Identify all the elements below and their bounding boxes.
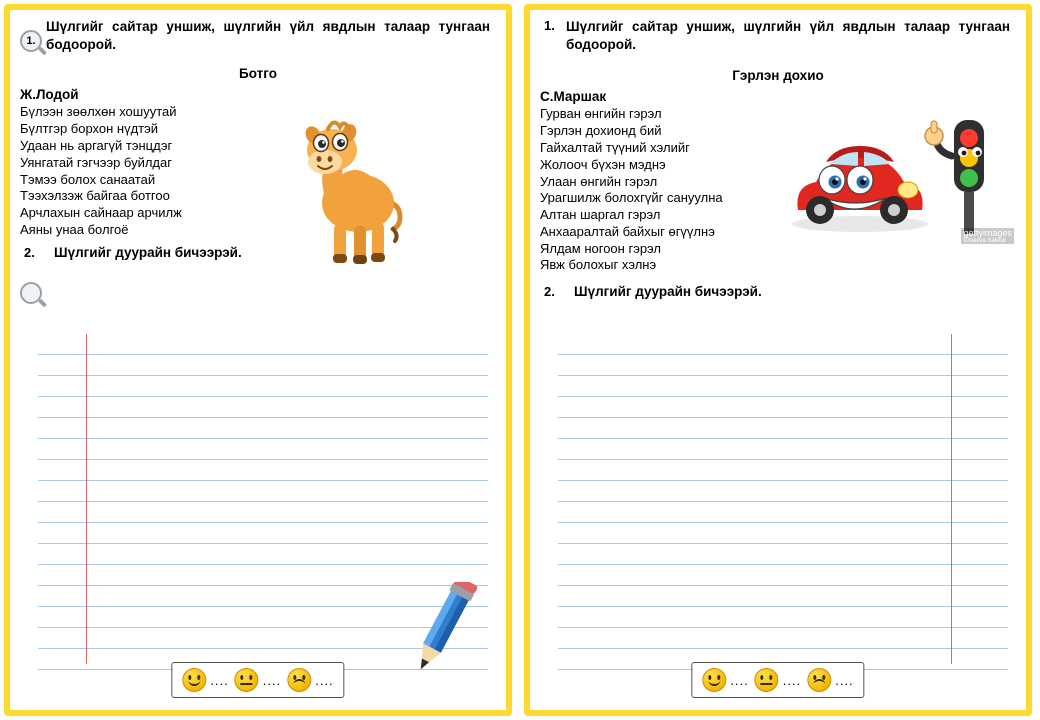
- writing-line[interactable]: [558, 481, 1008, 502]
- writing-line[interactable]: [558, 565, 1008, 586]
- right-task-2-number: 2.: [544, 284, 555, 300]
- car-and-traffic-light-illustration: [786, 106, 1016, 256]
- rating-dots-neutral: ....: [262, 672, 282, 688]
- writing-line[interactable]: [558, 355, 1008, 376]
- poem-line: Гэрлэн дохионд бий: [540, 123, 662, 139]
- writing-line[interactable]: [558, 376, 1008, 397]
- right-task-1-number: 1.: [544, 18, 555, 33]
- right-task-2: [530, 278, 1026, 299]
- right-task-1-text: Шүлгийг сайтар уншиж, шүлгийн үйл явдлын талаар тунгаан бодоорой.: [566, 19, 1010, 53]
- writing-line[interactable]: [38, 460, 488, 481]
- poem-line: Гурван өнгийн гэрэл: [540, 106, 662, 122]
- left-task-2-text: Шүлгийг дуурайн бичээрэй.: [54, 244, 242, 260]
- left-poem-lines: [10, 104, 506, 238]
- neutral-face-icon[interactable]: [755, 668, 779, 692]
- poem-line: Явж болохыг хэлнэ: [540, 257, 657, 273]
- right-poem-author: С.Маршак: [540, 89, 607, 105]
- poem-line: Бүлээн зөөлхөн хошуутай: [20, 104, 177, 120]
- pencil-illustration: [394, 582, 484, 692]
- writing-line[interactable]: [38, 523, 488, 544]
- poem-line: Анхааралтай байхыг өгүүлнэ: [540, 223, 715, 239]
- magnifier-icon-task2-left: [20, 282, 48, 310]
- rating-dots-happy: ....: [210, 672, 229, 688]
- writing-line[interactable]: [558, 586, 1008, 607]
- writing-line[interactable]: [558, 628, 1008, 649]
- writing-line[interactable]: [38, 376, 488, 397]
- left-rating-box[interactable]: [171, 662, 344, 698]
- happy-face-icon[interactable]: [182, 668, 206, 692]
- right-task-1: [530, 10, 1026, 54]
- writing-line[interactable]: [558, 544, 1008, 565]
- writing-line[interactable]: [38, 334, 488, 355]
- magnifier-icon-task1-left: [20, 30, 48, 58]
- left-worksheet: [4, 4, 512, 716]
- poem-line: Тээхэлзэж байгаа ботгоо: [20, 188, 170, 204]
- poem-line: Жолооч бүхэн мэднэ: [540, 156, 666, 172]
- writing-line[interactable]: [38, 544, 488, 565]
- writing-line[interactable]: [38, 439, 488, 460]
- poem-line: Удаан нь аргагүй тэнцдэг: [20, 137, 173, 153]
- writing-line[interactable]: [558, 502, 1008, 523]
- camel-calf-illustration: [280, 106, 420, 276]
- poem-line: Гайхалтай түүний хэлийг: [540, 139, 690, 155]
- rating-item-happy[interactable]: [702, 668, 748, 692]
- writing-line[interactable]: [38, 397, 488, 418]
- writing-line[interactable]: [38, 355, 488, 376]
- writing-line[interactable]: [558, 397, 1008, 418]
- right-writing-area[interactable]: [558, 334, 1008, 664]
- left-task-2-number: 2.: [24, 244, 35, 260]
- rating-dots-sad: ....: [835, 672, 854, 688]
- left-margin-rule: [86, 334, 87, 664]
- writing-line[interactable]: [38, 418, 488, 439]
- rating-dots-neutral: ....: [782, 672, 802, 688]
- poem-line: Улаан өнгийн гэрэл: [540, 173, 658, 189]
- right-margin-rule: [951, 334, 952, 664]
- poem-line: Ялдам ногоон гэрэл: [540, 240, 661, 256]
- rating-item-neutral[interactable]: [235, 668, 281, 692]
- poem-line: Алтан шаргал гэрэл: [540, 207, 661, 223]
- poem-line: Бүлтгэр борхон нүдтэй: [20, 121, 159, 137]
- rating-item-happy[interactable]: [182, 668, 228, 692]
- right-rating-box[interactable]: [691, 662, 864, 698]
- right-worksheet: [524, 4, 1032, 716]
- getty-watermark: gettyimages Creative Sakkar: [963, 228, 1012, 244]
- left-task-1: [10, 10, 506, 54]
- writing-line[interactable]: [558, 439, 1008, 460]
- poem-line: Уянгатай гэгчээр буйлдаг: [20, 154, 172, 170]
- happy-face-icon[interactable]: [702, 668, 726, 692]
- writing-line[interactable]: [558, 334, 1008, 355]
- right-sheet-inner: [530, 10, 1026, 710]
- writing-line[interactable]: [558, 418, 1008, 439]
- poem-line: Аяны унаа болгоё: [20, 221, 129, 237]
- neutral-face-icon[interactable]: [235, 668, 259, 692]
- rating-dots-sad: ....: [315, 672, 334, 688]
- magnifier-number-left-1: 1.: [26, 35, 36, 47]
- sad-face-icon[interactable]: [287, 668, 311, 692]
- rating-item-sad[interactable]: [807, 668, 853, 692]
- left-task-2: [10, 239, 506, 260]
- left-poem-author: Ж.Лодой: [20, 87, 79, 103]
- rating-dots-happy: ....: [730, 672, 749, 688]
- poem-line: Урагшилж болохгүйг сануулна: [540, 190, 723, 206]
- poem-line: Арчлахын сайнаар арчилж: [20, 205, 182, 221]
- rating-item-sad[interactable]: [287, 668, 333, 692]
- writing-line[interactable]: [38, 502, 488, 523]
- sad-face-icon[interactable]: [807, 668, 831, 692]
- left-sheet-inner: [10, 10, 506, 710]
- writing-line[interactable]: [558, 523, 1008, 544]
- left-task-1-text: Шүлгийг сайтар уншиж, шүлгийн үйл явдлын талаар тунгаан бодоорой.: [46, 19, 490, 53]
- poem-line: Тэмээ болох санаатай: [20, 171, 156, 187]
- rating-item-neutral[interactable]: [755, 668, 801, 692]
- left-poem-title: Ботго: [239, 66, 277, 82]
- writing-line[interactable]: [38, 481, 488, 502]
- writing-line[interactable]: [558, 607, 1008, 628]
- writing-line[interactable]: [558, 460, 1008, 481]
- right-task-2-text: Шүлгийг дуурайн бичээрэй.: [574, 284, 762, 300]
- right-poem-title: Гэрлэн дохио: [732, 68, 824, 84]
